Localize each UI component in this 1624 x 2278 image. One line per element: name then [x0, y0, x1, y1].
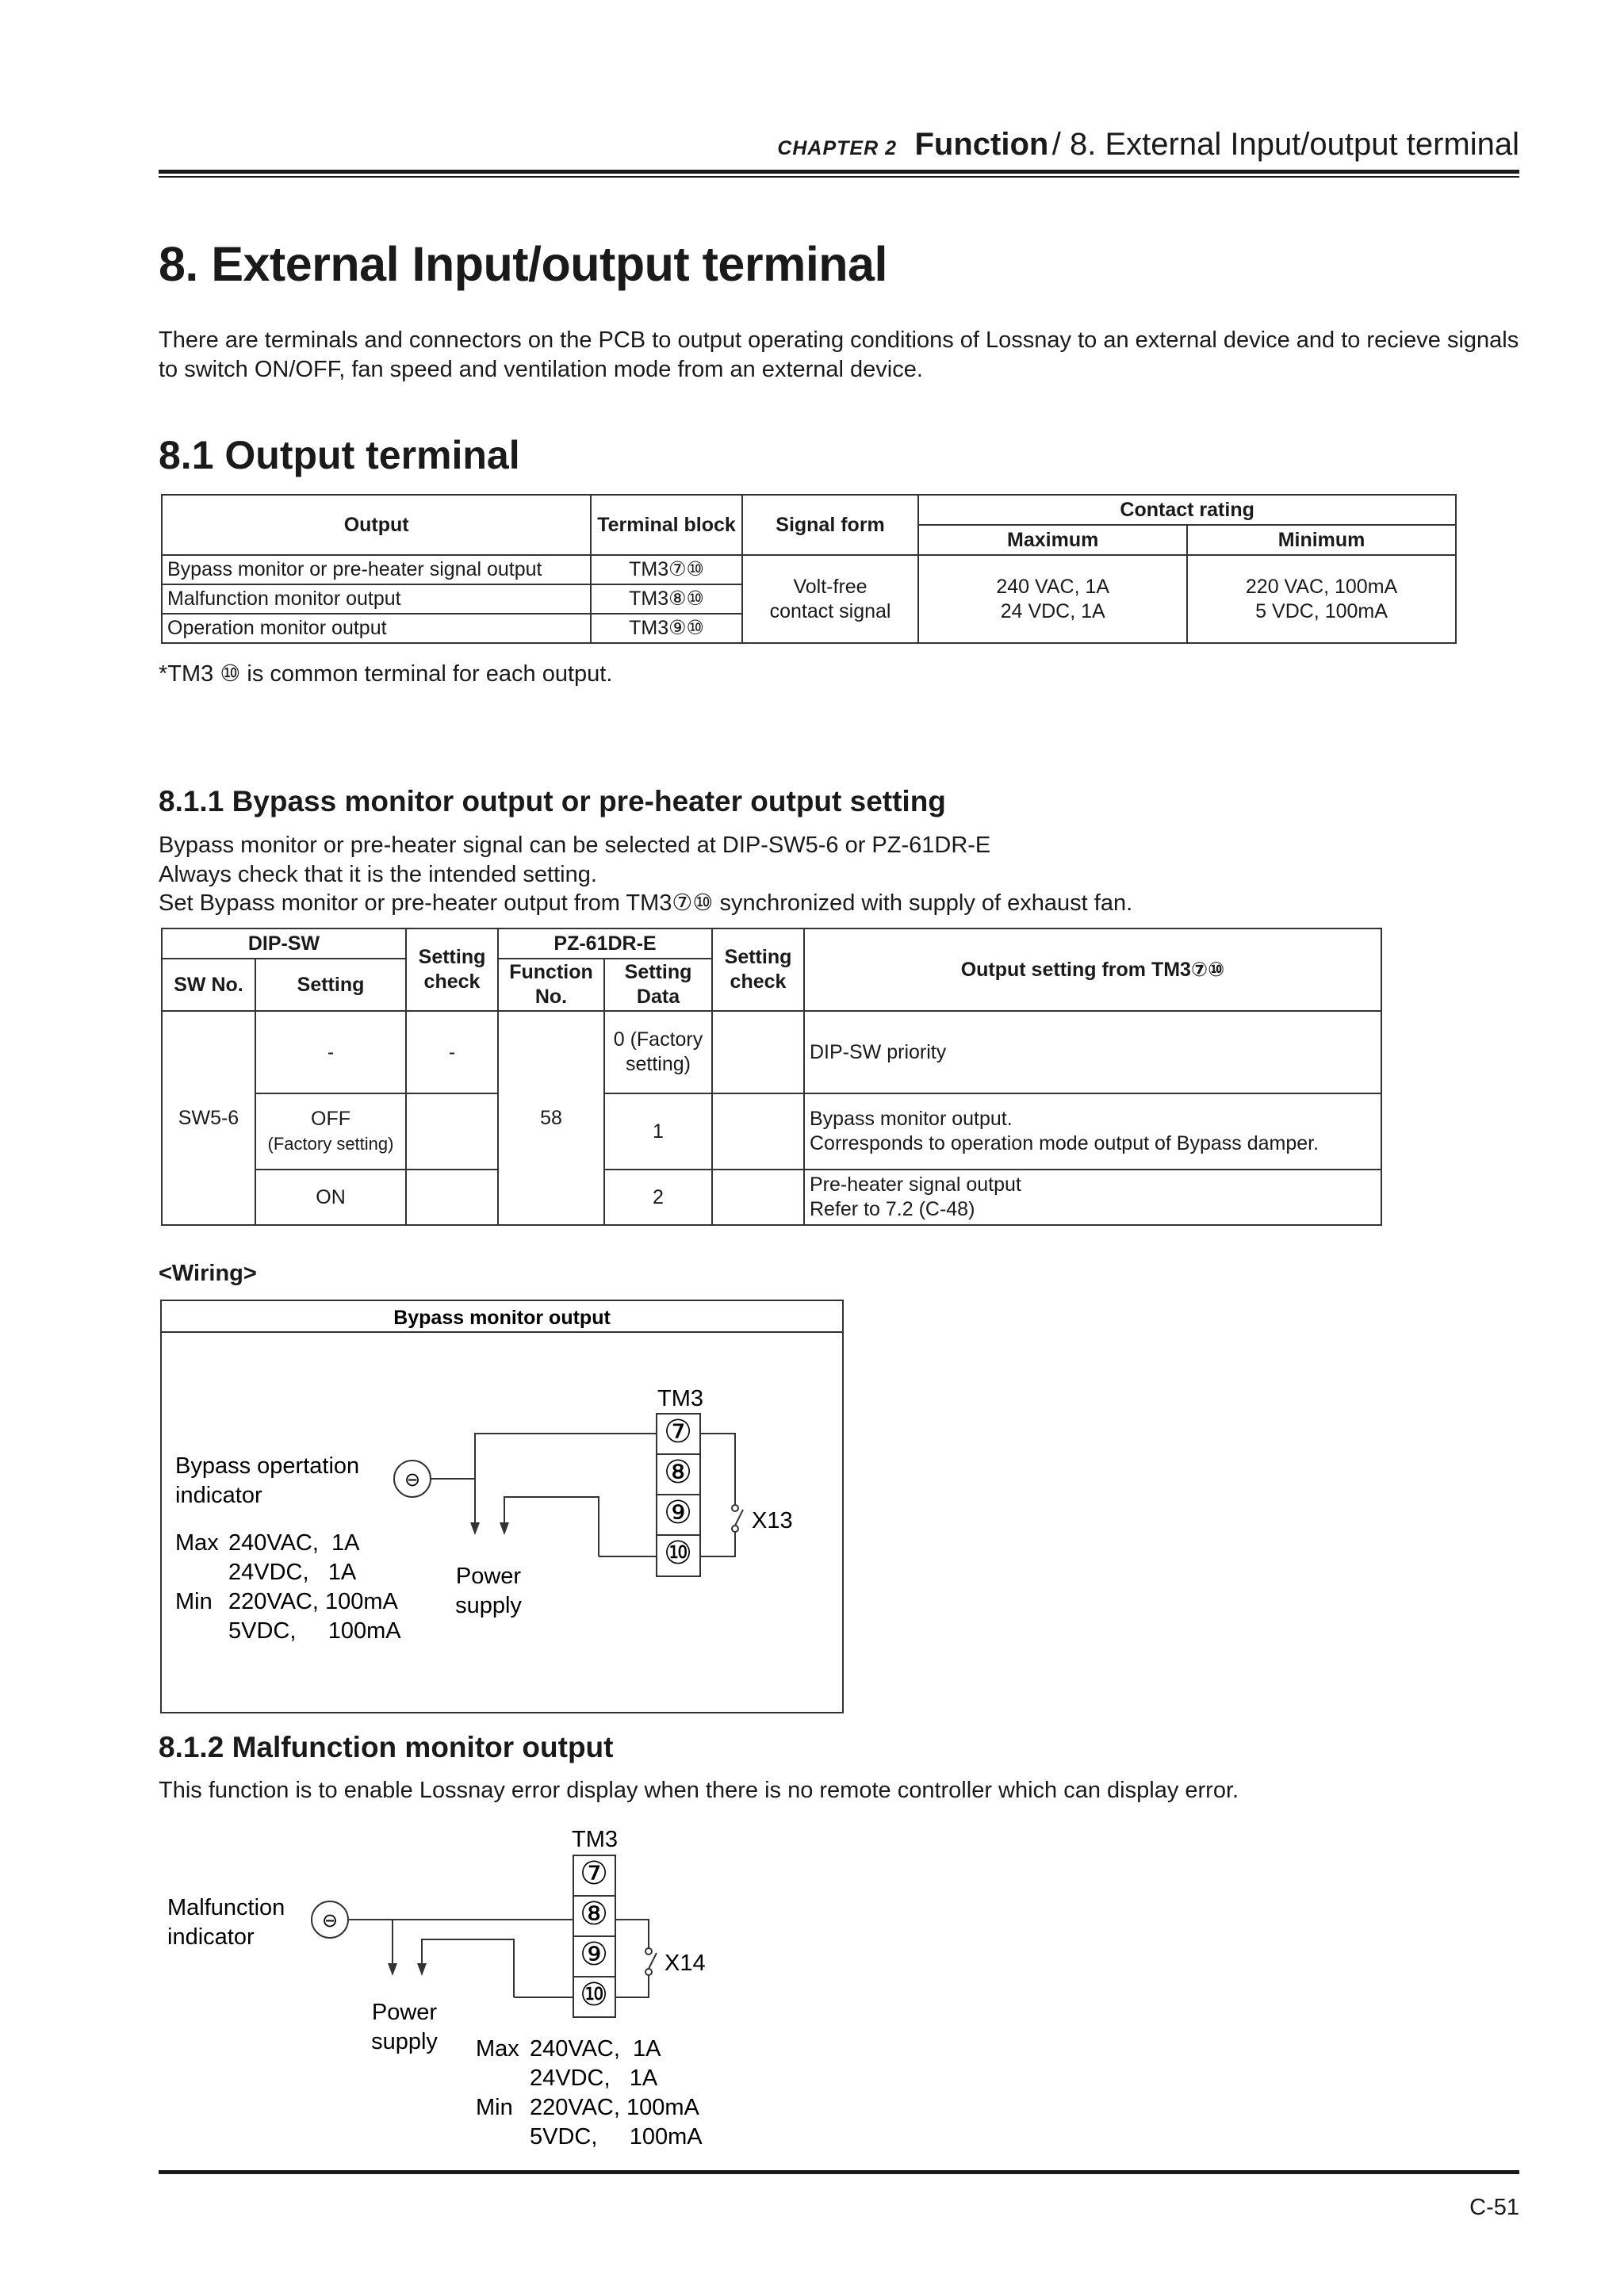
rating-label: Max — [175, 1530, 219, 1556]
indicator-label: Malfunction — [167, 1895, 285, 1920]
arrow-down-icon — [417, 1963, 427, 1976]
col-header-setting-data: Setting Data — [604, 959, 712, 1011]
setting-cell: - — [255, 1011, 406, 1093]
sw-no-cell: SW5-6 — [162, 1011, 255, 1225]
terminal-8: ⑧ — [664, 1455, 692, 1490]
rating-label: Min — [476, 2095, 513, 2120]
terminal-8: ⑧ — [580, 1897, 608, 1932]
arrow-down-icon — [500, 1522, 509, 1535]
relay-contact-icon — [732, 1505, 738, 1511]
output-setting-line: Refer to 7.2 (C-48) — [810, 1198, 975, 1220]
col-header-pz61dr: PZ-61DR-E — [498, 928, 712, 959]
terminal-9: ⑨ — [580, 1937, 608, 1972]
output-setting-line: Pre-heater signal output — [810, 1173, 1021, 1196]
malfunction-text: This function is to enable Lossnay error display when there is no remote controller which can display error. — [159, 1778, 1239, 1803]
setting-check-cell: - — [406, 1011, 498, 1093]
terminal-10: ⑩ — [664, 1536, 692, 1571]
output-setting-line: Corresponds to operation mode output of Bypass damper. — [810, 1132, 1320, 1154]
arrow-down-icon — [470, 1522, 480, 1535]
svg-text:⊖: ⊖ — [404, 1469, 421, 1491]
rating-value: 5VDC, 100mA — [228, 1618, 401, 1644]
setting-data-cell: 0 (Factory setting) — [604, 1011, 712, 1093]
col-header-setting-check: Setting check — [406, 928, 498, 1011]
rating-value: 24VDC, 1A — [530, 2066, 658, 2091]
arrow-down-icon — [388, 1963, 397, 1976]
page-number: C-51 — [1469, 2195, 1519, 2220]
bypass-box-title: Bypass monitor output — [393, 1307, 611, 1329]
tm3-label: TM3 — [572, 1827, 618, 1852]
setting-subnote: (Factory setting) — [267, 1134, 394, 1154]
col-header-setting-check-2: Setting check — [712, 928, 804, 1011]
power-supply-label: supply — [371, 2029, 438, 2054]
bypass-wiring-box — [161, 1300, 843, 1713]
function-no-cell: 58 — [498, 1011, 604, 1225]
signal-form-line: contact signal — [769, 599, 891, 622]
indicator-label: Bypass opertation — [175, 1453, 360, 1479]
relay-x14-label: X14 — [665, 1951, 706, 1976]
setting-value: OFF — [311, 1108, 350, 1130]
indicator-label: indicator — [167, 1924, 255, 1950]
rating-value: 220VAC, 100mA — [228, 1589, 398, 1614]
header-section: / 8. External Input/output terminal — [1051, 127, 1519, 162]
minimum-line: 220 VAC, 100mA — [1245, 575, 1398, 598]
col-header-dipsw: DIP-SW — [162, 928, 406, 959]
terminal-cell: TM3⑨⑩ — [591, 614, 741, 643]
rating-value: 5VDC, 100mA — [530, 2124, 703, 2150]
indicator-label: indicator — [175, 1483, 262, 1508]
maximum-line: 24 VDC, 1A — [1000, 599, 1105, 622]
svg-text:⊖: ⊖ — [321, 1910, 339, 1932]
setting-data-cell: 2 — [604, 1170, 712, 1225]
wiring-label: <Wiring> — [159, 1261, 257, 1286]
tm3-label: TM3 — [657, 1386, 703, 1411]
col-header-function-no: Function No. — [498, 959, 604, 1011]
minimum-line: 5 VDC, 100mA — [1255, 599, 1388, 622]
output-cell: Malfunction monitor output — [162, 584, 591, 614]
rating-value: 220VAC, 100mA — [530, 2095, 699, 2120]
output-setting-line: Bypass monitor output. — [810, 1108, 1013, 1130]
maximum-line: 240 VAC, 1A — [996, 575, 1110, 598]
terminal-7: ⑦ — [664, 1415, 692, 1449]
common-terminal-note: *TM3 ⑩ is common terminal for each output. — [159, 661, 613, 687]
terminal-cell: TM3⑦⑩ — [591, 555, 741, 584]
section-heading-bypass: 8.1.1 Bypass monitor output or pre-heater output setting — [159, 785, 946, 817]
function-label: Function — [914, 127, 1049, 162]
terminal-9: ⑨ — [664, 1495, 692, 1530]
page-title: 8. External Input/output terminal — [159, 237, 887, 291]
power-supply-label: Power — [455, 1564, 522, 1589]
setting-cell: ON — [255, 1170, 406, 1225]
col-header-signal-form: Signal form — [742, 495, 919, 555]
power-supply-label: Power — [371, 2000, 438, 2025]
bypass-line: Bypass monitor or pre-heater signal can be selected at DIP-SW5-6 or PZ-61DR-E — [159, 833, 991, 858]
rating-value: 240VAC, 1A — [228, 1530, 360, 1556]
output-cell: Bypass monitor or pre-heater signal output — [162, 555, 591, 584]
rating-value: 240VAC, 1A — [530, 2036, 661, 2062]
rating-value: 24VDC, 1A — [228, 1560, 357, 1585]
signal-form-line: Volt-free — [793, 575, 868, 598]
footer-rule — [159, 2170, 1519, 2174]
section-heading-malfunction: 8.1.2 Malfunction monitor output — [159, 1731, 614, 1763]
col-header-sw-no: SW No. — [162, 959, 255, 1011]
col-header-terminal-block: Terminal block — [591, 495, 741, 555]
terminal-10: ⑩ — [580, 1977, 608, 2012]
col-header-minimum: Minimum — [1187, 525, 1456, 555]
section-heading-output-terminal: 8.1 Output terminal — [159, 433, 520, 477]
bypass-line: Set Bypass monitor or pre-heater output from TM3⑦⑩ synchronized with supply of exhaust fan. — [159, 890, 1133, 916]
relay-x13-label: X13 — [752, 1508, 793, 1533]
rating-label: Max — [476, 2036, 519, 2062]
col-header-contact-rating: Contact rating — [918, 495, 1456, 525]
chapter-label: CHAPTER 2 — [777, 137, 898, 159]
relay-contact-icon — [645, 1948, 652, 1954]
malfunction-wiring — [167, 1827, 706, 2150]
bypass-line: Always check that it is the intended setting. — [159, 862, 597, 887]
intro-paragraph: There are terminals and connectors on the PCB to output operating conditions of Lossnay to an external device and to recieve signals to switch ON/OFF, fan speed and ventilation mode from an external device. — [159, 327, 1519, 382]
col-header-maximum: Maximum — [918, 525, 1187, 555]
col-header-output-setting: Output setting from TM3⑦⑩ — [804, 928, 1381, 1011]
terminal-cell: TM3⑧⑩ — [591, 584, 741, 614]
setting-data-cell: 1 — [604, 1093, 712, 1170]
output-cell: Operation monitor output — [162, 614, 591, 643]
col-header-setting: Setting — [255, 959, 406, 1011]
rating-label: Min — [175, 1589, 213, 1614]
terminal-7: ⑦ — [580, 1856, 608, 1891]
output-setting-cell: DIP-SW priority — [804, 1011, 1381, 1093]
power-supply-label: supply — [455, 1593, 522, 1618]
col-header-output: Output — [162, 495, 591, 555]
